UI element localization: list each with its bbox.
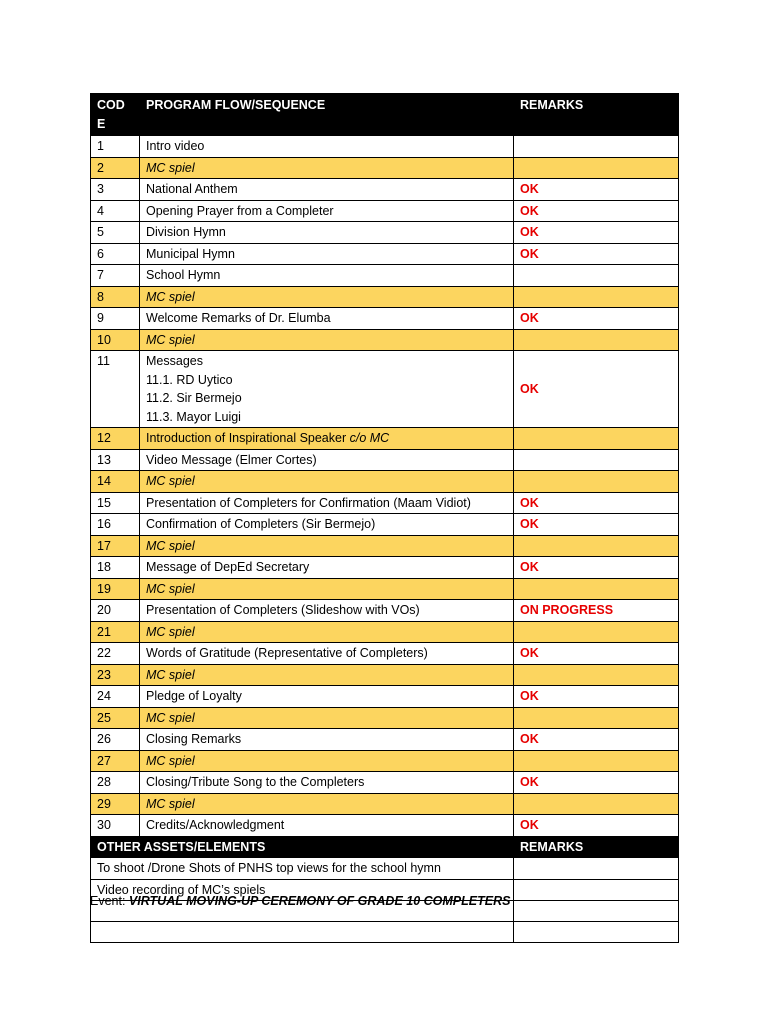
row-program [140,621,514,643]
row-program [140,136,514,158]
row-code: 15 [91,492,140,514]
row-remarks [514,428,679,450]
row-program-text: MC spiel [146,160,195,175]
row-code: 21 [91,621,140,643]
row-code: 7 [91,265,140,287]
row-remarks: OK [514,222,679,244]
table-row [91,179,679,201]
other-asset-remarks [514,901,679,922]
row-program-text: MC spiel [146,581,195,596]
row-program [140,222,514,244]
row-code: 9 [91,308,140,330]
row-program-text: Municipal Hymn [146,246,235,261]
row-program [140,578,514,600]
row-program-text: MC spiel [146,474,195,488]
row-program [140,686,514,708]
row-remarks [514,157,679,179]
row-code: 23 [91,664,140,686]
row-program-text: Video Message (Elmer Cortes) [146,452,317,467]
row-program [140,535,514,557]
row-program [140,243,514,265]
table-row [91,200,679,222]
table-row [91,815,679,837]
row-program [140,557,514,579]
row-program [140,707,514,729]
other-asset-remarks [514,879,679,901]
row-code: 22 [91,643,140,665]
table-row [91,308,679,330]
row-program-text: MC spiel [146,710,195,725]
program-flow-table [90,93,679,943]
row-program-text: Introduction of Inspirational Speaker [146,431,350,445]
row-code: 2 [91,157,140,179]
row-program-text: Closing Remarks [146,732,242,746]
row-program-text: MC spiel [146,753,195,768]
row-program [140,664,514,686]
row-code: 3 [91,179,140,201]
row-remarks [514,621,679,643]
row-program-text: Message of DepEd Secretary [146,560,310,574]
table-row [91,286,679,308]
row-sub-item: 11.2. Sir Bermejo [146,391,242,405]
row-remarks: OK [514,308,679,330]
row-code: 1 [91,136,140,158]
row-program [140,471,514,493]
row-code: 10 [91,329,140,351]
other-assets-header: OTHER ASSETS/ELEMENTS [91,836,514,858]
table-row [91,136,679,158]
row-remarks [514,265,679,287]
row-code: 8 [91,286,140,308]
row-remarks [514,535,679,557]
table-row [91,157,679,179]
row-code: 6 [91,243,140,265]
table-row [91,222,679,244]
header-program: PROGRAM FLOW/SEQUENCE [140,94,514,136]
row-program-note: c/o MC [349,431,390,445]
row-program-text: Opening Prayer from a Completer [146,203,334,218]
row-program [140,514,514,536]
row-program-text: MC spiel [146,289,195,304]
row-remarks: OK [514,772,679,794]
row-code: 28 [91,772,140,794]
row-program-text: Presentation of Completers (Slideshow with VOs) [146,603,420,617]
table-header-row [91,94,679,136]
row-program [140,286,514,308]
row-remarks [514,329,679,351]
row-remarks [514,750,679,772]
row-program-text: Messages [146,354,203,368]
table-row [91,772,679,794]
header-code: COD E [91,94,140,136]
row-program-text: MC spiel [146,667,195,682]
row-remarks [514,664,679,686]
row-program-text: National Anthem [146,182,238,196]
row-program-text: MC spiel [146,624,195,639]
row-code: 13 [91,449,140,471]
event-label: Event: [90,894,126,908]
row-program-text: Words of Gratitude (Representative of Completers) [146,646,428,660]
row-program-text: MC spiel [146,796,195,811]
row-remarks: OK [514,557,679,579]
event-line [90,894,510,908]
table-row [91,793,679,815]
row-remarks [514,578,679,600]
row-code: 24 [91,686,140,708]
row-remarks [514,471,679,493]
row-program [140,600,514,622]
row-code: 17 [91,535,140,557]
other-assets-remarks-header: REMARKS [514,836,679,858]
row-program [140,793,514,815]
row-code: 5 [91,222,140,244]
row-remarks: OK [514,729,679,751]
other-asset-remarks [514,922,679,943]
table-row [91,643,679,665]
other-assets-header-row [91,836,679,858]
row-remarks [514,707,679,729]
event-title: VIRTUAL MOVING-UP CEREMONY OF GRADE 10 COMPLETERS [128,894,511,908]
row-program-text: MC spiel [146,538,195,553]
row-remarks: OK [514,514,679,536]
other-asset-item: Video recording of MC’s spiels [91,879,514,901]
row-program-text: Credits/Acknowledgment [146,818,285,832]
row-code: 19 [91,578,140,600]
other-asset-item: To shoot /Drone Shots of PNHS top views for the school hymn [91,858,514,880]
row-program-text: School Hymn [146,268,221,282]
row-remarks: OK [514,179,679,201]
table-row [91,492,679,514]
row-remarks: ON PROGRESS [514,600,679,622]
row-remarks: OK [514,492,679,514]
row-program [140,772,514,794]
table-row [91,329,679,351]
table-row [91,471,679,493]
table-row [91,600,679,622]
row-code: 26 [91,729,140,751]
row-sub-item: 11.3. Mayor Luigi [146,409,241,424]
row-code: 27 [91,750,140,772]
row-program [140,179,514,201]
row-program-text: Welcome Remarks of Dr. Elumba [146,311,331,325]
table-row [91,535,679,557]
row-remarks [514,286,679,308]
row-program-text: Intro video [146,139,205,153]
row-sub-item: 11.1. RD Uytico [146,372,233,387]
table-row [91,449,679,471]
other-asset-row [91,858,679,880]
table-row [91,578,679,600]
row-remarks [514,793,679,815]
row-program [140,157,514,179]
row-program [140,815,514,837]
row-code: 29 [91,793,140,815]
row-program [140,200,514,222]
row-remarks: OK [514,243,679,265]
row-code: 30 [91,815,140,837]
row-program-text: MC spiel [146,332,195,347]
row-code: 18 [91,557,140,579]
row-program-text: Pledge of Loyalty [146,689,242,703]
row-remarks: OK [514,686,679,708]
row-program [140,329,514,351]
row-program [140,351,514,428]
table-row [91,664,679,686]
row-program [140,643,514,665]
row-remarks [514,449,679,471]
table-row [91,265,679,287]
row-program [140,308,514,330]
table-row [91,428,679,450]
table-row [91,750,679,772]
row-code: 25 [91,707,140,729]
table-row [91,707,679,729]
row-code: 4 [91,200,140,222]
row-remarks: OK [514,643,679,665]
row-program [140,428,514,450]
row-program [140,729,514,751]
row-code: 16 [91,514,140,536]
table-row [91,729,679,751]
header-remarks: REMARKS [514,94,679,136]
row-code: 14 [91,471,140,493]
row-program [140,750,514,772]
other-asset-item [91,922,514,943]
row-program [140,492,514,514]
program-flow-sheet [90,93,678,943]
table-row [91,621,679,643]
table-row [91,557,679,579]
row-program [140,449,514,471]
row-code: 12 [91,428,140,450]
row-program-text: Division Hymn [146,225,226,239]
row-program-text: Closing/Tribute Song to the Completers [146,775,365,789]
row-code: 11 [91,351,140,428]
row-code: 20 [91,600,140,622]
other-asset-row [91,922,679,943]
table-row [91,686,679,708]
table-row [91,243,679,265]
row-program [140,265,514,287]
row-remarks: OK [514,815,679,837]
row-remarks [514,136,679,158]
row-remarks: OK [514,351,679,428]
table-row [91,351,679,428]
other-asset-remarks [514,858,679,880]
row-program-text: Presentation of Completers for Confirmation (Maam Vidiot) [146,495,471,510]
row-program-text: Confirmation of Completers (Sir Bermejo) [146,517,376,531]
table-row [91,514,679,536]
row-remarks: OK [514,200,679,222]
